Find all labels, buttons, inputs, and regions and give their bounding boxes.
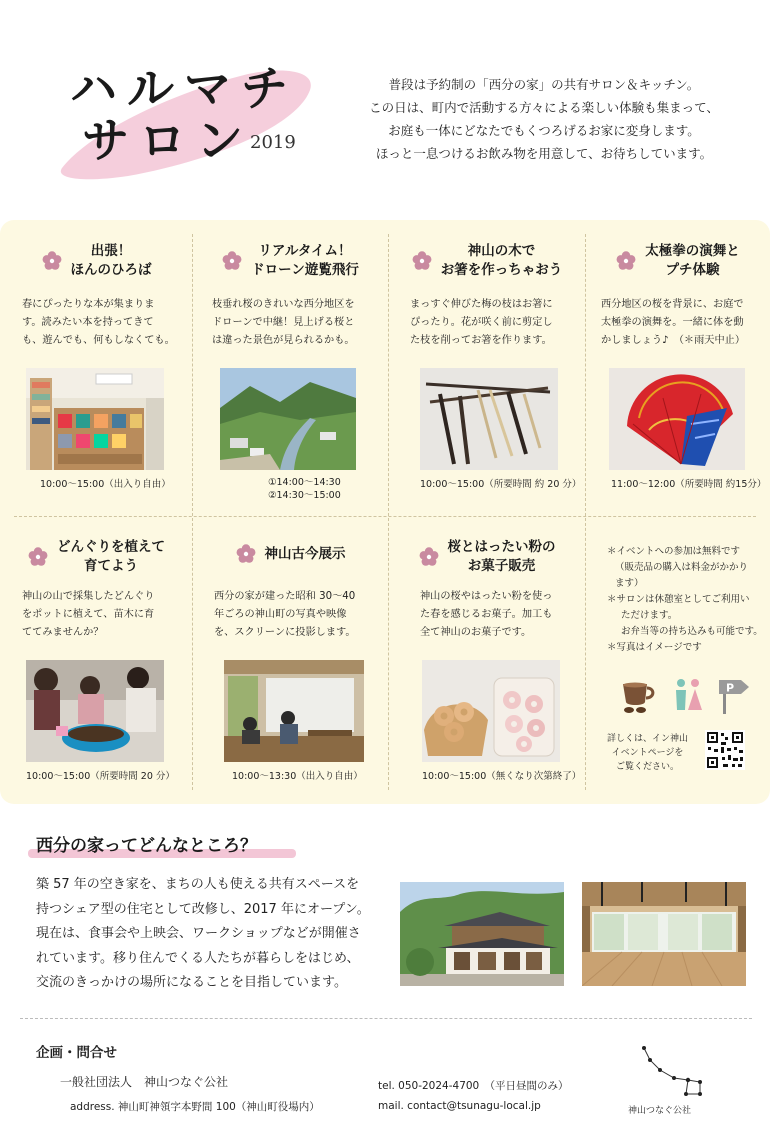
constellation-logo-icon (630, 1044, 710, 1100)
organization-address: address. 神山町神領字本野間 100（神山町役場内） (70, 1101, 320, 1113)
event-title: どんぐりを植えて 育てよう (57, 539, 165, 574)
sakura-flower-icon (221, 250, 243, 272)
about-text: 築 57 年の空き家を、まちの人も使える共有スペースを 持つシェア型の住宅として改修し、2017 年にオープン。 現在は、食事会や上映会、ワークショップなどが開催さ れています。移り住んでくる人たちが暮らしをはじめ、 交流のきっかけの場所になることを目指しています。 (36, 877, 370, 990)
intro-line: ほっと一息つけるお飲み物を用意して、お待ちしています。 (375, 146, 713, 161)
intro-text (348, 73, 740, 165)
restroom-icon (673, 678, 703, 712)
organization-name: 一般社団法人 神山つなぐ公社 (60, 1075, 229, 1089)
sakura-flower-icon (27, 546, 49, 568)
sakura-flower-icon (615, 250, 637, 272)
sakura-flower-icon (235, 543, 257, 565)
sakura-flower-icon (411, 250, 433, 272)
coffee-cup-icon (619, 678, 661, 714)
event-title: 桜とはったい粉の お菓子販売 (447, 539, 556, 574)
event-time: 10:00～13:30（出入り自由） (232, 771, 363, 782)
event-card-acorn (0, 516, 192, 804)
acorn-planting-photo (26, 660, 164, 762)
event-description: 西分の家が建った昭和 30～40 年ごろの神山町の写真や映像 を、スクリーンに投影します。 (214, 591, 356, 638)
event-card-book-plaza (0, 220, 192, 516)
qr-code[interactable] (705, 730, 745, 770)
event-title: 神山の木で お箸を作っちゃおう (440, 243, 563, 278)
event-description: 西分地区の桜を背景に、お庭で 太極拳の演舞を。一緒に体を動 かしましょう♪ （＊雨天中止） (601, 299, 746, 346)
event-title: 神山古今展示 (264, 545, 346, 562)
title-line-1: ハルマチ (70, 62, 298, 117)
event-card-sweets (388, 516, 585, 804)
event-time: 10:00～15:00（所要時間 20 分） (26, 771, 175, 782)
donuts-photo (422, 660, 560, 762)
event-description: 春にぴったりな本が集まりま す。読みたい本を持ってきて も、遊んでも、何もしなくても。 (22, 299, 175, 346)
title-line-2: サロン (82, 114, 253, 169)
parking-sign-icon (717, 676, 751, 714)
event-card-chopsticks (388, 220, 585, 516)
event-card-tai-chi (585, 220, 770, 516)
qr-caption: 詳しくは、イン神山 イベントページを ご覧ください。 (607, 734, 689, 772)
contact-tel: tel. 050-2024-4700 （平日昼間のみ） (378, 1080, 569, 1092)
event-time: 11:00～12:00（所要時間 約15分） (611, 479, 767, 490)
sakura-flower-icon (41, 250, 63, 272)
event-description: 枝垂れ桜のきれいな西分地区を ドローンで中継！見上げる桜と は違った景色が見られるかも。 (212, 299, 355, 346)
red-fan-photo (609, 368, 745, 470)
event-title: リアルタイム！ ドローン遊覧飛行 (251, 243, 359, 278)
house-interior-photo (582, 882, 746, 986)
event-time: 10:00～15:00（無くなり次第終了） (422, 771, 582, 782)
intro-line: お庭も一体にどなたでもくつろげるお家に変身します。 (388, 123, 700, 138)
title-year: 2019 (250, 132, 296, 153)
sakura-flower-icon (418, 546, 440, 568)
contact-title: 企画・問合せ (36, 1045, 117, 1061)
event-title: 太極拳の演舞と プチ体験 (645, 243, 740, 278)
valley-aerial-photo (220, 368, 356, 470)
logo-text: 神山つなぐ公社 (628, 1106, 692, 1116)
intro-line: この日は、町内で活動する方々による楽しい体験も集まって、 (369, 100, 719, 115)
event-time: ①14:00～14:30 ②14:30～15:00 (268, 477, 341, 501)
event-card-drone-flight (192, 220, 388, 516)
notes-cell (585, 516, 770, 804)
house-exterior-photo (400, 882, 564, 986)
events-panel (0, 220, 770, 804)
event-time: 10:00～15:00（出入り自由） (40, 479, 171, 490)
contact-mail[interactable]: mail. contact@tsunagu-local.jp (378, 1100, 541, 1112)
event-title: 出張！ ほんのひろば (70, 243, 152, 278)
event-description: まっすぐ伸びた梅の枝はお箸に ぴったり。花が咲く前に剪定し た枝を削ってお箸を作ります。 (410, 299, 553, 346)
about-title: 西分の家ってどんなところ？ (36, 836, 257, 856)
event-card-exhibition (192, 516, 388, 804)
screening-room-photo (224, 660, 364, 762)
event-description: 神山の山で採集したどんぐり をポットに植えて、苗木に育 ててみませんか？ (22, 591, 155, 638)
svg-text:P: P (726, 681, 735, 695)
notes-text: ＊イベントへの参加は無料です （販売品の購入は料金がかかり ます） ＊サロンは休憩室としてご利用い ただけます。 お弁当等の持ち込みも可能です。 ＊写真はイメージです (607, 546, 763, 653)
footer-divider (20, 1018, 752, 1019)
event-description: 神山の桜やはったい粉を使っ た春を感じるお菓子。加工も 全て神山のお菓子です。 (420, 591, 553, 638)
intro-line: 普段は予約制の「西分の家」の共有サロン＆キッチン。 (388, 77, 700, 92)
event-time: 10:00～15:00（所要時間 約 20 分） (420, 479, 582, 490)
bookshelf-photo (26, 368, 164, 470)
chopsticks-photo (420, 368, 558, 470)
